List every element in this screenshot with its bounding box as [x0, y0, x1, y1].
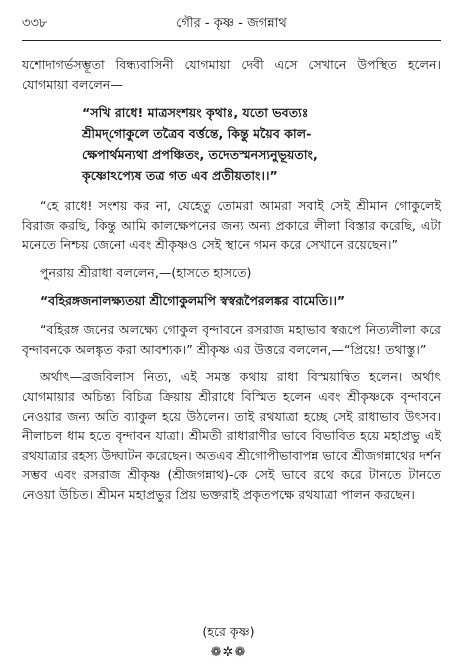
- page-number: ৩৩৮: [22, 16, 48, 31]
- sanskrit-verse-1: [82, 102, 441, 186]
- paragraph-translation: “হে রাধে! সংশয় কর না, যেহেতু তোমরা আমরা সবাই সেই শ্রীমান গোকুলেই বিরাজ করছি, কিন্তু আমি কালক্ষেপনের জন্য অন্য প্রকারে লীলা বিস্তার করেছি, এটা মনেতে নিশ্চয় জেনো এবং শ্রীকৃষ্ণও সেই স্থানে গমন করে সেখানে রয়েছেন।”: [22, 198, 441, 253]
- ornament-icon: ❁✲❁: [210, 645, 247, 660]
- paragraph-radha-speaks: পুনরায় শ্রীরাধা বললেন,—(হাসতে হাসতে): [40, 264, 252, 280]
- paragraph-intro: যশোদাগর্ভসম্ভূতা বিন্ধ্যবাসিনী যোগমায়া দেবী এসে সেখানে উপস্থিত হলেন। যোগমায়া বললেন—: [22, 57, 441, 92]
- paragraph-explanation: অর্থাৎ—ব্রজবিলাস নিত্য, এই সমস্ত কথায় রাধা বিস্ময়ান্বিত হলেন। অর্থাৎ যোগমায়ার অচিন্ত্য বিচিত্র ক্রিয়ায় শ্রীরাধে বিস্মিত হলেন এবং শ্রীকৃষ্ণকে বৃন্দাবনে নেওয়ার জন্য অতি ব্যাকুল হয়ে উঠলেন। তাই রথযাত্রা হচ্ছে সেই রাধাভাব উৎসব। নীলাচল ধাম হতে বৃন্দাবন যাত্রা। শ্রীমতী রাধারাণীর ভাবে বিভাবিত হয়ে মহাপ্রভু এই রথযাত্রার রহস্য উদ্ঘাটন করেছেন। অতএব শ্রীগোপীভাবাপন্ন ভাবে শ্রীজগন্নাথের দর্শন সম্ভব এবং রসরাজ শ্রীকৃষ্ণ (শ্রীজগন্নাথ)-কে সেই ভাবে রথে করে টানতে টানতে নেওয়া উচিত। শ্রীমন মহাপ্রভুর প্রিয় ভক্তরাই প্রকৃতপক্ষে রথযাত্রা পালন করছেন।: [22, 369, 441, 502]
- verse-line: “সখি রাধে! মাত্রসংশয়ং কৃথাঃ, যতো ভবত্যঃ: [82, 105, 309, 121]
- verse-line: শ্রীমদ্‌গোকুলে তত্রৈব বর্ত্তন্তে, কিন্তু ময়ৈব কাল-: [82, 126, 312, 142]
- verse-line: ক্ষেপার্থমন্যথা প্রপঞ্চিতং, তদেতস্মনস্যনুভূয়তাং,: [82, 147, 318, 163]
- page-header: [22, 10, 441, 41]
- paragraph-krishna-reply: “বহিরঙ্গ জনের অলক্ষ্যে গোকুল বৃন্দাবনে রসরাজ মহাভাব স্বরূপে নিত্যলীলা করে বৃন্দাবনকে অলঙ্কৃত করা আবশ্যক।” শ্রীকৃষ্ণ এর উত্তরে বললেন,—“প্রিয়ে! তথাস্তু।”: [22, 322, 441, 357]
- page-content: [22, 55, 441, 505]
- footer-chant: (হরে কৃষ্ণ): [202, 624, 255, 639]
- running-title: গৌর - কৃষ্ণ - জগন্নাথ: [176, 16, 287, 31]
- verse-line: কৃষ্ণোঽপ্যেষ তত্র গত এব প্রতীয়তাং।।”: [82, 168, 278, 184]
- sanskrit-verse-2: “বহিরঙ্গজনালক্ষ্যতয়া শ্রীগোকুলমপি স্বস্বরূপৈরলঙ্কর বামেতি।।”: [40, 292, 346, 308]
